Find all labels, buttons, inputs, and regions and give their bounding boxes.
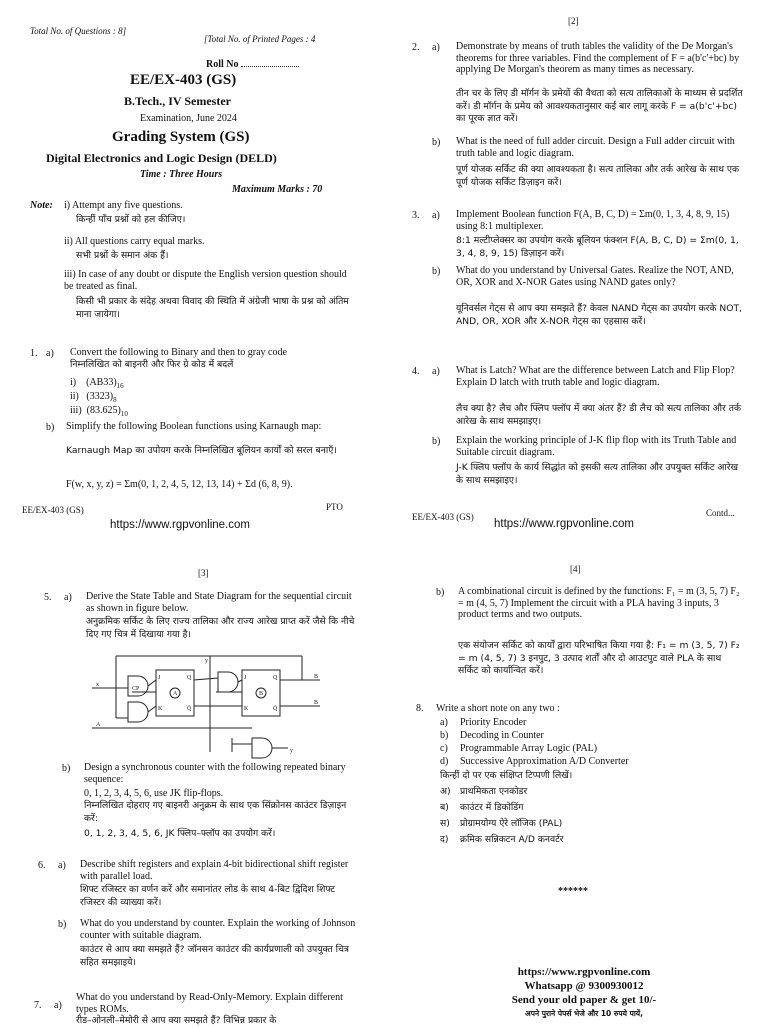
list-item: स) प्रोग्रामयोग्य ऐरे लॉजिक (PAL) — [440, 818, 563, 829]
svg-text:J: J — [244, 675, 247, 681]
and-gate-ka — [128, 702, 148, 722]
q2a-text: Demonstrate by means of truth tables the validity of the De Morgan's theorems for three variables. Find the complement of F = a(b'c'+bc) by applying De Morgan's theorem as many times as necessary. — [456, 41, 740, 75]
svg-text:Q̄: Q̄ — [187, 706, 192, 712]
note1-en: i) Attempt any five questions. — [64, 200, 183, 211]
svg-text:K: K — [244, 706, 249, 712]
end-stars: ****** — [558, 886, 588, 897]
page-1 — [0, 0, 384, 515]
page-4 — [384, 512, 768, 1024]
paper-code: EE/EX-403 (GS) — [130, 72, 237, 88]
svg-text:J: J — [158, 675, 161, 681]
q5b-text: Design a synchronous counter with the following repeated binary sequence: — [84, 762, 346, 785]
q6b-text: What do you understand by counter. Explain the working of Johnson counter with suitable diagram. — [80, 918, 356, 941]
max-marks: Maximum Marks : 70 — [232, 184, 323, 195]
q6a-text: Describe shift registers and explain 4-bit bidirectional shift register with parallel load. — [80, 859, 349, 882]
list-item: c) Programmable Array Logic (PAL) — [440, 743, 598, 754]
grading-system: Grading System (GS) — [112, 129, 250, 145]
footer-url-1[interactable]: https://www.rgpvonline.com — [110, 519, 250, 531]
q5b-text-hi: निम्नलिखित दोहराए गए बाइनरी अनुक्रम के साथ एक सिंक्रोनस काउंटर डिज़ाइन करें: — [84, 800, 347, 824]
svg-text:Q: Q — [187, 675, 192, 681]
q5b-sequence: 0, 1, 2, 3, 4, 5, 6, use JK flip-flops. — [84, 788, 224, 799]
q7b-text: A combinational circuit is defined by the functions: F₁ = m (3, 5, 7) F₂ = m (4, 5, 7) Implement the circuit with a PLA having 3 inputs, 3 product terms and two outputs. — [458, 586, 740, 620]
q8-number: 8. — [416, 703, 424, 714]
q3a-text-hi: 8:1 मल्टीप्लेक्सर का उपयोग करके बूलियन फंक्शन F(A, B, C, D) = Σm(0, 1, 3, 4, 8, 9, 15) डिज़ाइन करें। — [456, 235, 739, 259]
q7a-text-hi: रीड–ओनली–मेमोरी से आप क्या समझते हैं? विभिन्न प्रकार के — [76, 1015, 277, 1026]
q6a-label: a) — [58, 860, 66, 871]
time: Time : Three Hours — [140, 169, 223, 180]
list-item: द) क्रमिक सन्निकटन A/D कनवर्टर — [440, 834, 564, 845]
total-questions: Total No. of Questions : 8] — [30, 26, 127, 36]
q8-list — [440, 717, 740, 769]
svg-text:B: B — [314, 674, 319, 680]
note1-hi: किन्हीं पाँच प्रश्नों को हल कीजिए। — [76, 214, 186, 225]
q2b-text: What is the need of full adder circuit. Design a Full adder circuit with truth table and logic diagram. — [456, 136, 735, 159]
svg-text:A: A — [173, 691, 178, 697]
q1b-function: F(w, x, y, z) = Σm(0, 1, 2, 4, 5, 12, 13, 14) + Σd (6, 8, 9). — [66, 479, 293, 490]
q1a-text: Convert the following to Binary and then to gray code — [70, 347, 287, 358]
q4b-text: Explain the working principle of J-K flip flop with its Truth Table and Suitable circuit diagram. — [456, 435, 737, 458]
svg-text:B: B — [314, 700, 319, 706]
roll-no-label: Roll No — [206, 58, 299, 71]
q8-list-hi — [440, 786, 740, 850]
note2-hi: सभी प्रश्नों के समान अंक हैं। — [76, 250, 169, 261]
q6-number: 6. — [38, 860, 46, 871]
q1a-label: a) — [46, 348, 54, 359]
q3a-label: a) — [432, 210, 440, 221]
q3b-label: b) — [432, 266, 441, 277]
list-item: ब) काउंटर में डिकोडिंग — [440, 802, 524, 813]
svg-text:y: y — [205, 658, 208, 664]
q3-number: 3. — [412, 210, 420, 221]
q7a-label: a) — [54, 1000, 62, 1011]
footer-url-2[interactable]: https://www.rgpvonline.com — [494, 518, 634, 530]
q3b-text-hi: यूनिवर्सल गेट्स से आप क्या समझते हैं? केवल NAND गेट्स का उपयोग करके NOT, AND, OR, XOR और X-NOR गेट्स का एहसास करें। — [456, 303, 743, 327]
q5-number: 5. — [44, 592, 52, 603]
total-pages: [Total No. of Printed Pages : 4 — [204, 34, 316, 44]
note-label: Note: — [30, 200, 53, 211]
q2a-text-hi: तीन चर के लिए डी मॉर्गन के प्रमेयों की वैधता को सत्य तालिकाओं के माध्यम से प्रदर्शित करें। डी मॉर्गन के प्रमेय को आवश्यकतानुसार कई बार लागू करके F = a(b'c'+bc) का पूरक ज्ञात करें। — [456, 88, 743, 124]
q8-text: Write a short note on any two : — [436, 703, 560, 714]
q1b-text: Simplify the following Boolean functions using Karnaugh map: — [66, 421, 322, 432]
q7a-text: What do you understand by Read-Only-Memory. Explain different types ROMs. — [76, 992, 343, 1015]
q2-number: 2. — [412, 42, 420, 53]
q6b-label: b) — [58, 919, 67, 930]
svg-text:A: A — [96, 722, 101, 728]
q7b-text-hi: एक संयोजन सर्किट को कार्यों द्वारा परिभाषित किया गया है: F₁ = m (3, 5, 7) F₂ = m (4, 5, 7) 3 इनपुट, 3 उत्पाद शर्तों और दो आउटपुट वाले PLA के साथ सर्किट को कार्यान्वित करें। — [458, 640, 740, 676]
svg-text:K: K — [158, 706, 163, 712]
q1a-i: i) $(AB33)_{16}$ — [70, 377, 124, 390]
svg-text:Q: Q — [273, 675, 278, 681]
q1b-text-hi: Karnaugh Map का उपोयग करके निम्नलिखित बूलियन कार्यों को सरल बनाएँ। — [66, 445, 337, 456]
q4b-text-hi: J-K फ्लिप फ्लॉप के कार्य सिद्धांत को इसकी सत्य तालिका और उपयुक्त सर्किट आरेख के साथ समझाइए। — [456, 462, 739, 486]
svg-text:x: x — [96, 682, 99, 688]
q7b-label: b) — [436, 587, 445, 598]
page-number: [4] — [570, 564, 581, 574]
svg-text:Q̄: Q̄ — [273, 706, 278, 712]
note2-en: ii) All questions carry equal marks. — [64, 236, 205, 247]
page-3 — [0, 512, 384, 1024]
q6a-text-hi: शिफ्ट रजिस्टर का वर्णन करें और समानांतर लोड के साथ 4-बिट द्विदिश शिफ्ट रजिस्टर की व्याख्या करें। — [80, 884, 335, 908]
svg-text:CP: CP — [132, 686, 140, 692]
subject-title: Digital Electronics and Logic Design (DELD) — [46, 151, 277, 165]
list-item: a) Priority Encoder — [440, 717, 527, 728]
q1b-label: b) — [46, 422, 55, 433]
list-item: b) Decoding in Counter — [440, 730, 544, 741]
q5a-text: Derive the State Table and State Diagram for the sequential circuit as shown in figure below. — [86, 591, 352, 614]
q6b-text-hi: काउंटर से आप क्या समझते हैं? जॉनसन काउंटर की कार्यप्रणाली को उपयुक्त चित्र सहित समझाइये। — [80, 944, 349, 968]
q4a-text-hi: लैच क्या है? लैच और फ्लिप फ्लॉप में क्या अंतर हैं? डी लैच को सत्य तालिका और तर्क आरेख के साथ समझाइए। — [456, 403, 742, 427]
sequential-circuit-figure — [92, 652, 322, 760]
q1a-iii: iii) $(83.625)_{10}$ — [70, 405, 128, 418]
footer-code: EE/EX-403 (GS) — [412, 512, 474, 522]
and-gate-y — [252, 738, 272, 758]
q5a-text-hi: अनुक्रमिक सर्किट के लिए राज्य तालिका और राज्य आरेख प्राप्त करें जैसे कि नीचे दिए गए चित्र में दिखाया गया है। — [86, 616, 355, 640]
page-number: [2] — [568, 16, 579, 26]
q1a-text-hi: निम्नलिखित को बाइनरी और फिर ग्रे कोड में बदलें — [70, 359, 234, 370]
q4a-label: a) — [432, 366, 440, 377]
q2b-label: b) — [432, 137, 441, 148]
promo-url[interactable]: https://www.rgpvonline.com — [517, 966, 651, 978]
promo-whatsapp: Whatsapp @ 9300930012 — [524, 980, 644, 992]
exam-session: Examination, June 2024 — [140, 113, 237, 124]
footer-code: EE/EX-403 (GS) — [22, 505, 84, 515]
list-item: अ) प्राथमिकता एनकोडर — [440, 786, 528, 797]
footer-pto: PTO — [326, 502, 343, 512]
q8-text-hi: किन्हीं दो पर एक संक्षिप्त टिप्पणी लिखें। — [440, 770, 573, 781]
note3-en: iii) In case of any doubt or dispute the English version question should be treated as final. — [64, 269, 347, 292]
q5a-label: a) — [64, 592, 72, 603]
q3a-text: Implement Boolean function F(A, B, C, D) = Σm(0, 1, 3, 4, 8, 9, 15) using 8:1 multiplexer. — [456, 209, 730, 232]
note3-hi: किसी भी प्रकार के संदेह अथवा विवाद की स्थिति में अंग्रेजी भाषा के प्रश्न को अंतिम माना जायेगा। — [76, 296, 349, 320]
semester: B.Tech., IV Semester — [124, 94, 231, 108]
q1a-ii: ii) $(3323)_8$ — [70, 391, 117, 404]
q3b-text: What do you understand by Universal Gates. Realize the NOT, AND, OR, XOR and X-NOR Gates using NAND gates only? — [456, 265, 734, 288]
q4b-label: b) — [432, 436, 441, 447]
page-number: [3] — [198, 568, 209, 578]
q5b-label: b) — [62, 763, 71, 774]
promo-send: Send your old paper & get 10/- — [511, 994, 657, 1006]
list-item: d) Successive Approximation A/D Converter — [440, 756, 629, 767]
q7-number: 7. — [34, 1000, 42, 1011]
q5b-sequence-hi: 0, 1, 2, 3, 4, 5, 6, JK फ्लिप–फ्लॉप का उपयोग करें। — [84, 828, 276, 839]
and-gate-jb — [218, 672, 238, 692]
footer-contd: Contd... — [706, 508, 735, 518]
q1-number: 1. — [30, 348, 38, 359]
promo-hindi: अपने पुराने पेपर्स भेजे और 10 रुपये पायें, — [525, 1009, 643, 1018]
q2a-label: a) — [432, 42, 440, 53]
svg-text:y: y — [290, 748, 293, 754]
page-2 — [384, 0, 768, 522]
q2b-text-hi: पूर्ण योजक सर्किट की क्या आवश्यकता है। सत्य तालिका और तर्क आरेख के साथ एक पूर्ण योजक सर्किट डिज़ाइन करें। — [456, 164, 740, 188]
svg-text:B: B — [259, 691, 264, 697]
q4-number: 4. — [412, 366, 420, 377]
q4a-text: What is Latch? What are the difference between Latch and Flip Flop? Explain D latch with truth table and logic diagram. — [456, 365, 735, 388]
